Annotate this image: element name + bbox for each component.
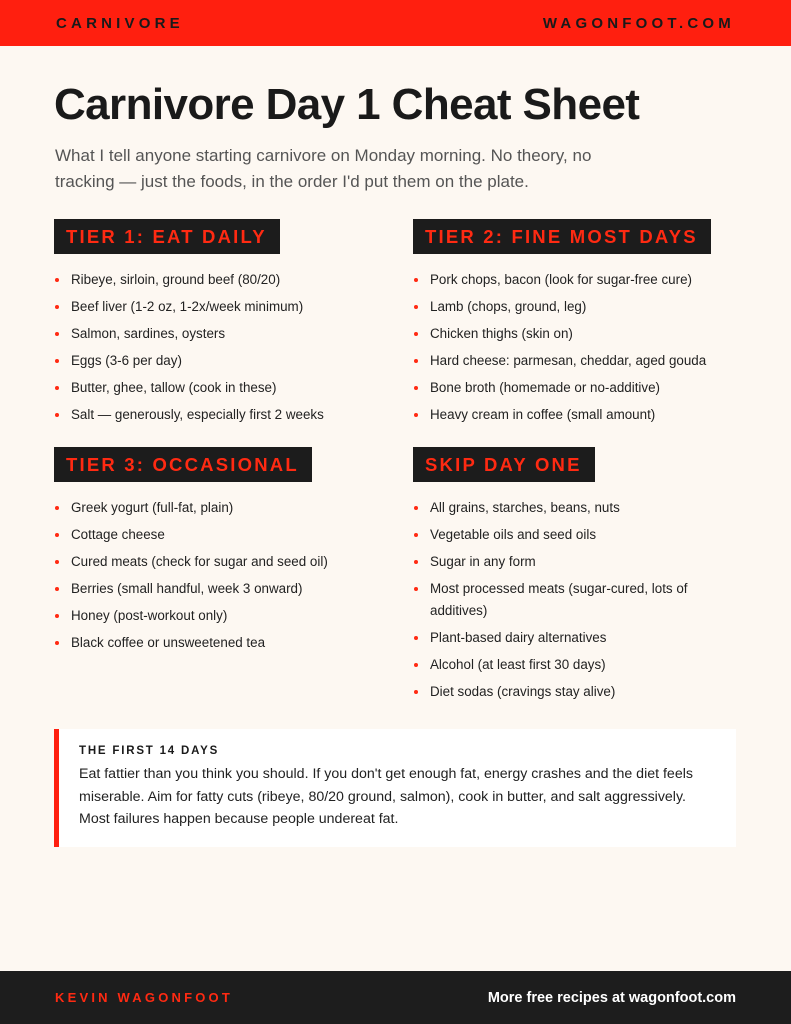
- list-item: [54, 497, 384, 519]
- item-text: Pork chops, bacon (look for sugar-free cure): [430, 272, 692, 287]
- item-text: Bone broth (homemade or no-additive): [430, 380, 661, 395]
- list-item: [413, 296, 743, 318]
- bullet-icon: [414, 560, 418, 564]
- item-text: Most processed meats (sugar-cured, lots of additives): [430, 581, 688, 618]
- item-text: Beef liver (1-2 oz, 1-2x/week minimum): [71, 299, 304, 314]
- bullet-icon: [55, 359, 59, 363]
- callout-body: Eat fattier than you think you should. If you don't get enough fat, energy crashes and the diet feels miserable. Aim for fatty cuts (ribeye, 80/20 ground, salmon), cook in butter, and salt aggressively. Most failures happen because people undereat fat.: [79, 766, 693, 827]
- bullet-icon: [55, 587, 59, 591]
- item-text: Butter, ghee, tallow (cook in these): [71, 380, 277, 395]
- list-item: [54, 404, 384, 426]
- item-list: [413, 497, 743, 702]
- item-text: Salmon, sardines, oysters: [71, 326, 226, 341]
- item-text: Hard cheese: parmesan, cheddar, aged gouda: [430, 353, 707, 368]
- bullet-icon: [414, 690, 418, 694]
- item-text: Sugar in any form: [430, 554, 536, 569]
- list-item: [413, 350, 743, 372]
- bullet-icon: [55, 533, 59, 537]
- top-banner: [0, 0, 791, 46]
- item-text: Berries (small handful, week 3 onward): [71, 581, 303, 596]
- section-skip-day-one: [413, 447, 743, 708]
- item-text: Honey (post-workout only): [71, 608, 228, 623]
- list-item: [413, 323, 743, 345]
- bullet-icon: [55, 614, 59, 618]
- item-text: Chicken thighs (skin on): [430, 326, 573, 341]
- item-text: Plant-based dairy alternatives: [430, 629, 607, 645]
- item-text: Alcohol (at least first 30 days): [430, 656, 606, 672]
- item-text: Heavy cream in coffee (small amount): [430, 407, 656, 422]
- bullet-icon: [414, 663, 418, 667]
- list-item: [54, 350, 384, 372]
- list-item: [413, 551, 743, 573]
- item-list: [54, 269, 384, 426]
- bullet-icon: [55, 278, 59, 282]
- list-item: [413, 524, 743, 546]
- item-text: All grains, starches, beans, nuts: [430, 500, 620, 515]
- bullet-icon: [414, 278, 418, 282]
- bullet-icon: [55, 305, 59, 309]
- list-item: [413, 377, 743, 399]
- author-name: KEVIN WAGONFOOT: [55, 990, 233, 1005]
- bullet-icon: [55, 386, 59, 390]
- section-header: TIER 1: EAT DAILY: [54, 219, 280, 254]
- list-item: [413, 404, 743, 426]
- brand-label: CARNIVORE: [56, 14, 184, 32]
- bullet-icon: [414, 332, 418, 336]
- item-text: Diet sodas (cravings stay alive): [430, 683, 616, 699]
- item-text: Cottage cheese: [71, 527, 165, 542]
- item-text: Cured meats (check for sugar and seed oil): [71, 554, 328, 569]
- bullet-icon: [55, 641, 59, 645]
- item-list: [413, 269, 743, 426]
- bullet-icon: [55, 506, 59, 510]
- item-list: [54, 497, 384, 654]
- section-header: TIER 2: FINE MOST DAYS: [413, 219, 711, 254]
- page-subtitle: What I tell anyone starting carnivore on Monday morning. No theory, no tracking — just the foods, in the order I'd put them on the plate.: [55, 146, 592, 191]
- bullet-icon: [414, 506, 418, 510]
- footer-cta-link[interactable]: More free recipes at wagonfoot.com: [487, 989, 736, 1006]
- list-item: [54, 632, 384, 654]
- bullet-icon: [414, 413, 418, 417]
- list-item: [413, 497, 743, 519]
- bullet-icon: [414, 636, 418, 640]
- site-link[interactable]: WAGONFOOT.COM: [542, 14, 735, 32]
- first-14-days-callout: [54, 729, 736, 847]
- item-text: Salt — generously, especially first 2 weeks: [71, 407, 324, 422]
- list-item: [54, 605, 384, 627]
- list-item: [54, 269, 384, 291]
- item-text: Eggs (3-6 per day): [71, 353, 182, 368]
- list-item: [413, 627, 743, 649]
- list-item: [54, 323, 384, 345]
- list-item: [54, 578, 384, 600]
- bullet-icon: [414, 533, 418, 537]
- list-item: [54, 551, 384, 573]
- list-item: [413, 681, 743, 703]
- bullet-icon: [55, 560, 59, 564]
- list-item: [413, 578, 743, 621]
- item-text: Black coffee or unsweetened tea: [71, 635, 266, 650]
- item-text: Greek yogurt (full-fat, plain): [71, 500, 234, 515]
- list-item: [54, 377, 384, 399]
- bullet-icon: [414, 587, 418, 591]
- item-text: Ribeye, sirloin, ground beef (80/20): [71, 272, 281, 287]
- list-item: [413, 654, 743, 676]
- bullet-icon: [55, 332, 59, 336]
- section-tier-2: [413, 219, 743, 431]
- list-item: [413, 269, 743, 291]
- section-header: TIER 3: OCCASIONAL: [54, 447, 312, 482]
- item-text: Lamb (chops, ground, leg): [430, 299, 587, 314]
- section-tier-3: [54, 447, 384, 659]
- page-title: Carnivore Day 1 Cheat Sheet: [54, 80, 640, 129]
- section-header: SKIP DAY ONE: [413, 447, 595, 482]
- section-tier-1: [54, 219, 384, 431]
- list-item: [54, 296, 384, 318]
- callout-title: THE FIRST 14 DAYS: [79, 745, 220, 757]
- bullet-icon: [414, 305, 418, 309]
- footer-bar: [0, 971, 791, 1024]
- bullet-icon: [414, 386, 418, 390]
- list-item: [54, 524, 384, 546]
- bullet-icon: [414, 359, 418, 363]
- item-text: Vegetable oils and seed oils: [430, 527, 597, 542]
- bullet-icon: [55, 413, 59, 417]
